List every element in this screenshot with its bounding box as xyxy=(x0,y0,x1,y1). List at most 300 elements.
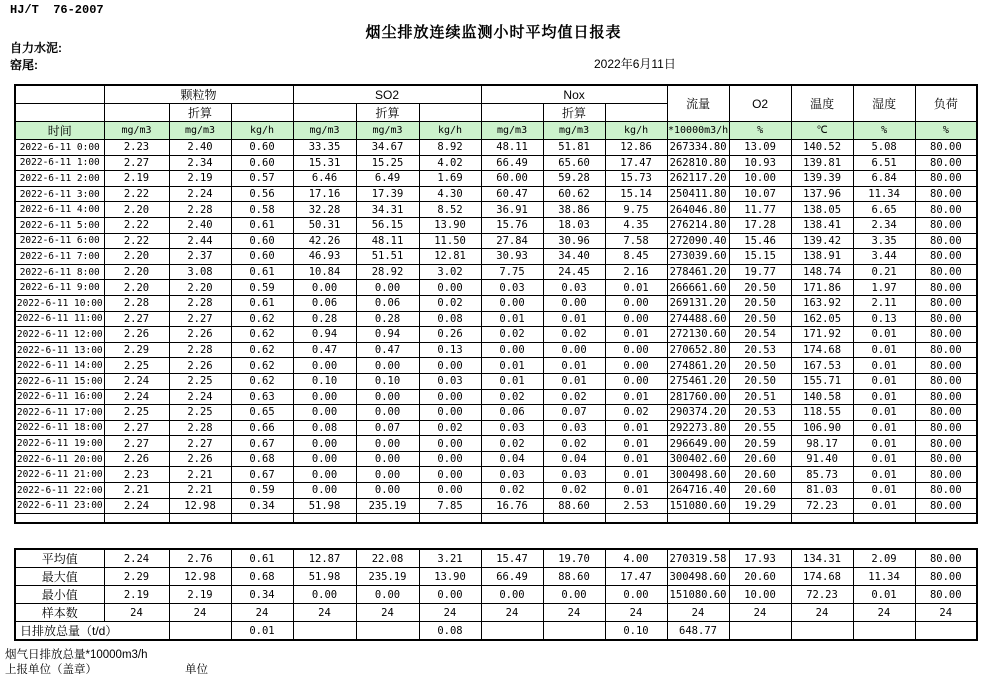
data-cell: 275461.20 xyxy=(667,373,729,389)
data-cell: 2.22 xyxy=(104,217,169,233)
table-row xyxy=(15,420,977,436)
data-cell: 24 xyxy=(853,604,915,622)
data-cell: 2.20 xyxy=(104,249,169,265)
data-cell: 65.60 xyxy=(543,155,605,171)
blank-cell xyxy=(481,514,543,523)
blank-cell xyxy=(419,104,481,122)
data-cell: 0.01 xyxy=(481,311,543,327)
data-cell: 174.68 xyxy=(791,568,853,586)
data-cell: 0.01 xyxy=(231,622,293,641)
data-cell: 4.02 xyxy=(419,155,481,171)
data-cell: 17.93 xyxy=(729,549,791,568)
table-row xyxy=(15,389,977,405)
data-cell: 5.08 xyxy=(853,140,915,156)
data-cell: 4.00 xyxy=(605,549,667,568)
converted-label-pm: 折算 xyxy=(169,104,231,122)
data-cell: 80.00 xyxy=(915,549,977,568)
data-cell: 0.34 xyxy=(231,586,293,604)
data-cell: 155.71 xyxy=(791,373,853,389)
data-cell: 20.50 xyxy=(729,373,791,389)
data-cell: 0.03 xyxy=(543,280,605,296)
data-cell: 0.01 xyxy=(543,311,605,327)
data-cell: 36.91 xyxy=(481,202,543,218)
unit-cell: % xyxy=(729,122,791,140)
data-cell: 2.27 xyxy=(104,155,169,171)
data-cell: 0.00 xyxy=(605,358,667,374)
data-cell: 2.22 xyxy=(104,186,169,202)
row-label-cell: 2022-6-11 16:00 xyxy=(15,389,104,405)
data-cell: 272090.40 xyxy=(667,233,729,249)
data-cell: 80.00 xyxy=(915,327,977,343)
empty-row xyxy=(15,514,977,523)
data-cell: 1.69 xyxy=(419,171,481,187)
converted-label-nox: 折算 xyxy=(543,104,605,122)
data-cell: 24 xyxy=(605,604,667,622)
data-cell: 80.00 xyxy=(915,483,977,499)
data-cell: 163.92 xyxy=(791,295,853,311)
data-cell: 85.73 xyxy=(791,467,853,483)
data-cell: 42.26 xyxy=(293,233,356,249)
data-cell: 273039.60 xyxy=(667,249,729,265)
data-cell: 0.01 xyxy=(853,586,915,604)
data-cell: 24 xyxy=(231,604,293,622)
data-cell: 276214.80 xyxy=(667,217,729,233)
data-cell: 51.98 xyxy=(293,498,356,514)
data-cell xyxy=(356,622,419,641)
data-cell: 0.01 xyxy=(481,373,543,389)
data-cell: 20.54 xyxy=(729,327,791,343)
row-label-cell: 2022-6-11 8:00 xyxy=(15,264,104,280)
row-label-cell: 2022-6-11 10:00 xyxy=(15,295,104,311)
data-cell: 0.01 xyxy=(853,467,915,483)
blank-cell xyxy=(605,104,667,122)
unit-label: 单位 xyxy=(185,664,208,674)
data-cell: 0.00 xyxy=(356,467,419,483)
data-cell: 2.26 xyxy=(104,327,169,343)
data-cell: 66.49 xyxy=(481,155,543,171)
data-cell: 81.03 xyxy=(791,483,853,499)
data-cell: 20.53 xyxy=(729,342,791,358)
data-cell: 33.35 xyxy=(293,140,356,156)
data-cell: 2.22 xyxy=(104,233,169,249)
data-cell: 80.00 xyxy=(915,451,977,467)
data-cell: 278461.20 xyxy=(667,264,729,280)
data-cell: 9.75 xyxy=(605,202,667,218)
data-cell: 0.01 xyxy=(853,483,915,499)
company-label: 自力水泥: xyxy=(10,41,62,55)
data-cell xyxy=(481,622,543,641)
data-cell: 2.25 xyxy=(104,405,169,421)
data-cell: 60.62 xyxy=(543,186,605,202)
row-label-cell: 2022-6-11 21:00 xyxy=(15,467,104,483)
data-cell: 0.00 xyxy=(419,358,481,374)
data-cell: 80.00 xyxy=(915,467,977,483)
row-label-cell: 2022-6-11 15:00 xyxy=(15,373,104,389)
data-cell: 20.51 xyxy=(729,389,791,405)
data-cell: 13.90 xyxy=(419,568,481,586)
row-label-cell: 2022-6-11 17:00 xyxy=(15,405,104,421)
group-header-row xyxy=(15,85,977,104)
group-header-nox: Nox xyxy=(481,85,667,104)
blank-cell xyxy=(791,514,853,523)
data-cell: 0.00 xyxy=(481,586,543,604)
unit-cell: kg/h xyxy=(605,122,667,140)
data-cell: 72.23 xyxy=(791,498,853,514)
data-cell: 138.91 xyxy=(791,249,853,265)
data-cell: 162.05 xyxy=(791,311,853,327)
data-cell: 17.16 xyxy=(293,186,356,202)
data-cell: 2.34 xyxy=(169,155,231,171)
data-cell: 12.98 xyxy=(169,568,231,586)
data-cell: 0.62 xyxy=(231,358,293,374)
data-cell: 80.00 xyxy=(915,586,977,604)
data-cell: 80.00 xyxy=(915,358,977,374)
data-cell: 2.20 xyxy=(104,280,169,296)
data-cell: 46.93 xyxy=(293,249,356,265)
data-cell: 17.39 xyxy=(356,186,419,202)
data-cell: 0.00 xyxy=(419,483,481,499)
data-cell: 0.01 xyxy=(605,451,667,467)
data-cell: 66.49 xyxy=(481,568,543,586)
blank-cell xyxy=(915,514,977,523)
data-cell: 0.03 xyxy=(481,467,543,483)
data-cell: 17.28 xyxy=(729,217,791,233)
unit-cell: mg/m3 xyxy=(481,122,543,140)
data-cell: 0.66 xyxy=(231,420,293,436)
row-label-cell: 2022-6-11 19:00 xyxy=(15,436,104,452)
data-cell: 2.27 xyxy=(104,311,169,327)
data-cell: 0.00 xyxy=(419,405,481,421)
table-row xyxy=(15,436,977,452)
data-cell: 24 xyxy=(293,604,356,622)
data-cell: 20.60 xyxy=(729,568,791,586)
row-label-cell: 2022-6-11 0:00 xyxy=(15,140,104,156)
data-cell: 2.76 xyxy=(169,549,231,568)
data-cell xyxy=(543,622,605,641)
data-cell: 272130.60 xyxy=(667,327,729,343)
data-cell: 235.19 xyxy=(356,568,419,586)
data-cell: 4.30 xyxy=(419,186,481,202)
daily-total-row xyxy=(15,622,977,641)
data-cell: 0.01 xyxy=(605,327,667,343)
header-o2: O2 xyxy=(729,85,791,122)
data-cell: 0.61 xyxy=(231,217,293,233)
data-cell: 0.08 xyxy=(419,622,481,641)
data-cell: 139.42 xyxy=(791,233,853,249)
data-cell: 300498.60 xyxy=(667,467,729,483)
data-cell: 151080.60 xyxy=(667,586,729,604)
blank-cell xyxy=(419,514,481,523)
data-cell: 20.60 xyxy=(729,483,791,499)
table-row xyxy=(15,586,977,604)
data-cell: 0.65 xyxy=(231,405,293,421)
data-cell: 11.34 xyxy=(853,186,915,202)
table-row xyxy=(15,217,977,233)
data-cell: 24 xyxy=(104,604,169,622)
blank-cell xyxy=(104,514,169,523)
data-cell: 2.19 xyxy=(104,171,169,187)
data-cell: 48.11 xyxy=(356,233,419,249)
data-cell: 24 xyxy=(419,604,481,622)
data-cell: 171.86 xyxy=(791,280,853,296)
data-cell: 13.09 xyxy=(729,140,791,156)
data-cell: 138.05 xyxy=(791,202,853,218)
data-cell: 2.40 xyxy=(169,140,231,156)
standard-code: HJ/T 76-2007 xyxy=(10,3,104,17)
data-cell: 20.60 xyxy=(729,467,791,483)
data-cell: 0.00 xyxy=(356,451,419,467)
data-cell: 3.44 xyxy=(853,249,915,265)
data-cell: 0.61 xyxy=(231,295,293,311)
data-cell: 0.94 xyxy=(293,327,356,343)
data-cell: 0.01 xyxy=(853,373,915,389)
data-cell: 0.04 xyxy=(543,451,605,467)
data-cell: 0.03 xyxy=(543,420,605,436)
data-cell: 0.02 xyxy=(419,295,481,311)
row-label-cell: 2022-6-11 22:00 xyxy=(15,483,104,499)
data-cell: 56.15 xyxy=(356,217,419,233)
data-cell: 0.61 xyxy=(231,549,293,568)
row-label-cell: 2022-6-11 4:00 xyxy=(15,202,104,218)
data-cell: 12.81 xyxy=(419,249,481,265)
unit-cell: mg/m3 xyxy=(356,122,419,140)
units-header-row xyxy=(15,122,977,140)
data-cell: 20.50 xyxy=(729,358,791,374)
data-cell: 0.01 xyxy=(853,342,915,358)
data-cell: 16.76 xyxy=(481,498,543,514)
data-cell: 20.55 xyxy=(729,420,791,436)
data-cell: 2.20 xyxy=(169,280,231,296)
blank-cell xyxy=(356,514,419,523)
data-cell: 24 xyxy=(543,604,605,622)
data-cell: 2.40 xyxy=(169,217,231,233)
converted-label-so2: 折算 xyxy=(356,104,419,122)
data-cell xyxy=(169,622,231,641)
table-row xyxy=(15,373,977,389)
data-cell xyxy=(853,622,915,641)
data-cell: 80.00 xyxy=(915,171,977,187)
data-cell: 98.17 xyxy=(791,436,853,452)
corner-cell xyxy=(15,85,104,104)
data-cell: 0.00 xyxy=(293,358,356,374)
data-cell: 0.01 xyxy=(543,373,605,389)
data-cell: 0.02 xyxy=(481,327,543,343)
data-cell: 27.84 xyxy=(481,233,543,249)
data-cell: 80.00 xyxy=(915,186,977,202)
data-cell: 0.03 xyxy=(543,467,605,483)
data-cell: 19.29 xyxy=(729,498,791,514)
data-cell: 2.11 xyxy=(853,295,915,311)
data-cell: 0.00 xyxy=(293,483,356,499)
data-cell: 0.01 xyxy=(605,280,667,296)
data-cell: 0.60 xyxy=(231,155,293,171)
unit-cell: *10000m3/h xyxy=(667,122,729,140)
data-cell: 0.47 xyxy=(293,342,356,358)
data-cell: 0.08 xyxy=(293,420,356,436)
row-label-cell: 2022-6-11 1:00 xyxy=(15,155,104,171)
data-cell: 3.35 xyxy=(853,233,915,249)
data-cell: 139.39 xyxy=(791,171,853,187)
data-cell: 1.97 xyxy=(853,280,915,296)
data-cell: 0.01 xyxy=(605,483,667,499)
data-cell: 0.01 xyxy=(543,358,605,374)
table-row xyxy=(15,604,977,622)
data-cell: 30.93 xyxy=(481,249,543,265)
data-cell: 80.00 xyxy=(915,420,977,436)
data-cell: 0.68 xyxy=(231,451,293,467)
data-cell: 80.00 xyxy=(915,140,977,156)
data-cell: 2.27 xyxy=(104,420,169,436)
data-cell: 2.23 xyxy=(104,140,169,156)
data-cell: 0.10 xyxy=(293,373,356,389)
data-cell: 20.59 xyxy=(729,436,791,452)
data-cell: 12.98 xyxy=(169,498,231,514)
data-cell: 171.92 xyxy=(791,327,853,343)
data-cell: 2.28 xyxy=(169,342,231,358)
table-row xyxy=(15,249,977,265)
page-title: 烟尘排放连续监测小时平均值日报表 xyxy=(365,24,622,41)
data-cell: 267334.80 xyxy=(667,140,729,156)
data-cell: 0.04 xyxy=(481,451,543,467)
data-cell: 10.07 xyxy=(729,186,791,202)
table-row xyxy=(15,451,977,467)
data-cell: 0.00 xyxy=(293,280,356,296)
data-cell: 264716.40 xyxy=(667,483,729,499)
data-cell: 2.24 xyxy=(104,389,169,405)
data-cell: 0.26 xyxy=(419,327,481,343)
data-cell: 15.47 xyxy=(481,549,543,568)
data-cell: 80.00 xyxy=(915,311,977,327)
data-cell: 0.01 xyxy=(853,498,915,514)
data-cell: 2.27 xyxy=(104,436,169,452)
blank-cell xyxy=(543,514,605,523)
data-cell: 0.08 xyxy=(419,311,481,327)
data-cell: 0.00 xyxy=(419,389,481,405)
data-cell: 0.02 xyxy=(481,389,543,405)
data-cell: 2.26 xyxy=(169,451,231,467)
data-cell: 80.00 xyxy=(915,233,977,249)
table-row xyxy=(15,568,977,586)
data-cell: 2.28 xyxy=(169,420,231,436)
data-cell: 2.19 xyxy=(169,171,231,187)
data-cell: 0.00 xyxy=(605,311,667,327)
data-cell: 80.00 xyxy=(915,342,977,358)
data-cell: 140.58 xyxy=(791,389,853,405)
data-cell: 2.25 xyxy=(169,373,231,389)
table-row xyxy=(15,186,977,202)
data-cell: 270319.58 xyxy=(667,549,729,568)
group-header-so2: SO2 xyxy=(293,85,481,104)
data-cell: 174.68 xyxy=(791,342,853,358)
data-cell: 0.01 xyxy=(853,327,915,343)
data-cell: 2.20 xyxy=(104,202,169,218)
data-cell: 0.62 xyxy=(231,311,293,327)
data-cell: 0.00 xyxy=(419,451,481,467)
data-cell: 262117.20 xyxy=(667,171,729,187)
data-cell: 10.00 xyxy=(729,586,791,604)
data-cell: 0.63 xyxy=(231,389,293,405)
data-cell: 0.00 xyxy=(605,342,667,358)
flue-gas-total-note: 烟气日排放总量*10000m3/h xyxy=(5,649,148,661)
data-cell: 13.90 xyxy=(419,217,481,233)
data-cell: 60.00 xyxy=(481,171,543,187)
blank-cell xyxy=(169,514,231,523)
blank-cell xyxy=(231,104,293,122)
data-cell: 274488.60 xyxy=(667,311,729,327)
data-cell: 148.74 xyxy=(791,264,853,280)
data-cell: 88.60 xyxy=(543,498,605,514)
data-cell: 12.87 xyxy=(293,549,356,568)
unit-cell: mg/m3 xyxy=(169,122,231,140)
data-cell: 2.16 xyxy=(605,264,667,280)
table-row xyxy=(15,155,977,171)
data-cell: 80.00 xyxy=(915,373,977,389)
data-cell: 60.47 xyxy=(481,186,543,202)
data-cell: 15.25 xyxy=(356,155,419,171)
data-cell: 0.00 xyxy=(293,467,356,483)
data-cell: 38.86 xyxy=(543,202,605,218)
table-row xyxy=(15,467,977,483)
report-date: 2022年6月11日 xyxy=(594,57,676,71)
data-cell: 0.00 xyxy=(419,280,481,296)
data-cell: 0.03 xyxy=(481,420,543,436)
data-cell: 118.55 xyxy=(791,405,853,421)
data-cell: 17.47 xyxy=(605,155,667,171)
row-label-cell: 最大值 xyxy=(15,568,104,586)
data-cell: 15.31 xyxy=(293,155,356,171)
data-cell: 0.01 xyxy=(853,389,915,405)
row-label-cell: 2022-6-11 14:00 xyxy=(15,358,104,374)
data-cell: 7.75 xyxy=(481,264,543,280)
data-cell: 0.00 xyxy=(356,483,419,499)
data-cell: 8.92 xyxy=(419,140,481,156)
data-cell: 0.02 xyxy=(543,327,605,343)
blank-cell xyxy=(293,514,356,523)
data-cell: 2.29 xyxy=(104,342,169,358)
data-cell: 2.21 xyxy=(169,483,231,499)
data-cell: 19.70 xyxy=(543,549,605,568)
data-cell: 0.00 xyxy=(293,586,356,604)
data-cell: 0.58 xyxy=(231,202,293,218)
data-cell: 2.21 xyxy=(169,467,231,483)
table-row xyxy=(15,280,977,296)
table-row xyxy=(15,202,977,218)
data-cell: 80.00 xyxy=(915,264,977,280)
data-cell: 264046.80 xyxy=(667,202,729,218)
data-cell: 0.07 xyxy=(356,420,419,436)
data-cell: 235.19 xyxy=(356,498,419,514)
row-label-cell: 样本数 xyxy=(15,604,104,622)
data-cell: 0.00 xyxy=(293,451,356,467)
group-header-pm: 颗粒物 xyxy=(104,85,293,104)
data-cell: 80.00 xyxy=(915,436,977,452)
table-row xyxy=(15,483,977,499)
data-cell: 2.20 xyxy=(104,264,169,280)
data-cell: 17.47 xyxy=(605,568,667,586)
data-cell: 80.00 xyxy=(915,249,977,265)
data-cell: 0.02 xyxy=(481,483,543,499)
data-cell: 80.00 xyxy=(915,295,977,311)
data-cell: 0.01 xyxy=(605,420,667,436)
data-cell: 11.34 xyxy=(853,568,915,586)
data-cell: 0.06 xyxy=(293,295,356,311)
data-cell: 15.46 xyxy=(729,233,791,249)
data-cell: 0.01 xyxy=(853,451,915,467)
unit-cell: ℃ xyxy=(791,122,853,140)
data-cell: 0.01 xyxy=(605,389,667,405)
data-cell: 3.02 xyxy=(419,264,481,280)
data-cell: 80.00 xyxy=(915,217,977,233)
